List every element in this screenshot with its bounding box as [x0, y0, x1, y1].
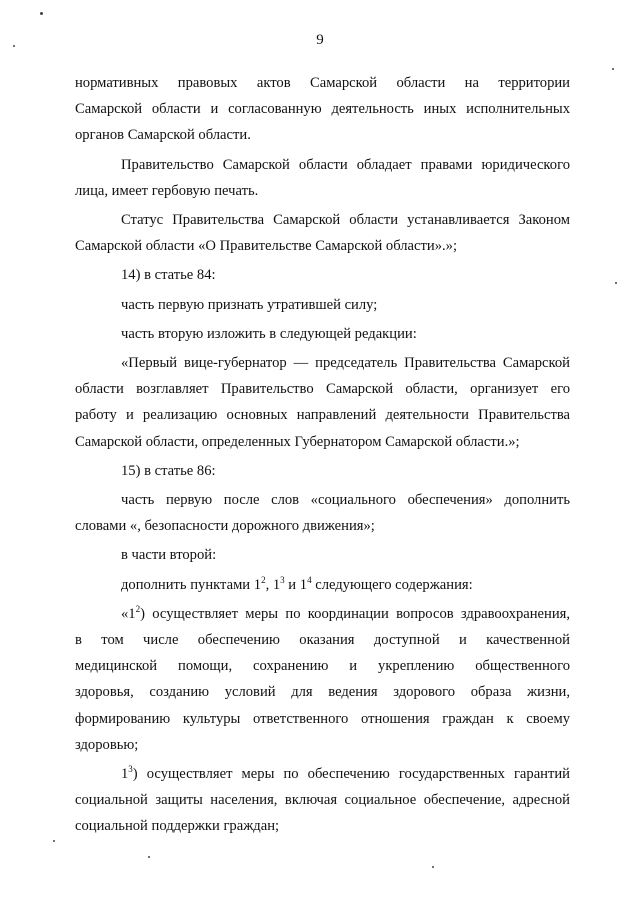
text-line — [75, 706, 570, 732]
text-line — [75, 207, 570, 233]
text-segment: органов Самарской области. — [75, 127, 251, 144]
text-segment: области возглавляет Правительство Самарской области, организует его — [75, 381, 570, 398]
scan-speck — [612, 68, 614, 70]
text-line — [75, 458, 570, 484]
text-line — [75, 653, 570, 679]
text-segment: 1 — [121, 766, 129, 783]
text-segment: Самарской области «О Правительстве Самарской области».»; — [75, 238, 457, 255]
text-line — [75, 262, 570, 288]
text-segment: Самарской области, определенных Губернатором Самарской области.»; — [75, 433, 520, 450]
text-segment: в том числе обеспечению оказания доступной и качественной — [75, 632, 570, 649]
text-line — [75, 402, 570, 428]
text-line — [75, 152, 570, 178]
text-line — [75, 178, 570, 204]
text-segment: здоровья, созданию условий для ведения здорового образа жизни, — [75, 684, 570, 701]
text-line — [75, 761, 570, 787]
text-segment: Статус Правительства Самарской области устанавливается Законом — [121, 212, 570, 229]
text-line — [75, 429, 570, 455]
scan-speck — [53, 840, 55, 842]
text-line — [75, 813, 570, 839]
text-segment: , 1 — [265, 576, 281, 593]
page-number: 9 — [316, 32, 324, 48]
text-segment: лица, имеет гербовую печать. — [75, 182, 259, 199]
text-segment: здоровью; — [75, 736, 139, 753]
text-line — [75, 487, 570, 513]
text-line — [75, 732, 570, 758]
text-line — [75, 292, 570, 318]
text-segment: ) осуществляет меры по координации вопросов здравоохранения, — [140, 605, 570, 622]
text-segment: 14) в статье 84: — [121, 267, 216, 284]
text-segment: дополнить пунктами 1 — [121, 576, 262, 593]
text-segment: словами «, безопасности дорожного движения»; — [75, 518, 375, 535]
text-line — [75, 572, 570, 598]
scan-speck — [13, 45, 15, 47]
text-line — [75, 376, 570, 402]
text-segment: работу и реализацию основных направлений деятельности Правительства — [75, 407, 570, 424]
document-body — [75, 70, 570, 840]
superscript: 3 — [128, 764, 133, 775]
text-segment: часть вторую изложить в следующей редакции: — [121, 325, 417, 342]
text-segment: в части второй: — [121, 547, 217, 564]
text-segment: «1 — [121, 605, 136, 622]
scan-speck — [615, 282, 617, 284]
text-segment: «Первый вице-губернатор — председатель Правительства Самарской — [121, 355, 570, 372]
text-segment: следующего содержания: — [311, 576, 473, 593]
text-segment: социальной защиты населения, включая социальное обеспечение, адресной — [75, 792, 570, 809]
text-line — [75, 350, 570, 376]
scan-speck — [432, 866, 434, 868]
text-line — [75, 679, 570, 705]
text-segment: 15) в статье 86: — [121, 462, 216, 479]
superscript: 4 — [307, 574, 312, 585]
text-segment: социальной поддержки граждан; — [75, 818, 280, 835]
scan-speck — [148, 856, 150, 858]
text-line — [75, 513, 570, 539]
text-line — [75, 122, 570, 148]
text-line — [75, 601, 570, 627]
text-line — [75, 96, 570, 122]
text-line — [75, 70, 570, 96]
text-segment: Самарской области и согласованную деятельность иных исполнительных — [75, 101, 570, 118]
text-segment: часть первую признать утратившей силу; — [121, 296, 378, 313]
text-segment: Правительство Самарской области обладает правами юридического — [121, 156, 570, 173]
text-line — [75, 627, 570, 653]
superscript: 2 — [261, 574, 266, 585]
text-line — [75, 787, 570, 813]
text-segment: ) осуществляет меры по обеспечению государственных гарантий — [132, 766, 570, 783]
text-segment: и 1 — [284, 576, 308, 593]
text-segment: нормативных правовых актов Самарской области на территории — [75, 75, 570, 91]
text-line — [75, 542, 570, 568]
text-line — [75, 321, 570, 347]
text-segment: часть первую после слов «социального обеспечения» дополнить — [121, 492, 570, 509]
superscript: 3 — [280, 574, 285, 585]
scan-speck — [40, 12, 43, 15]
text-segment: медицинской помощи, сохранению и укреплению общественного — [75, 658, 570, 675]
superscript: 2 — [135, 603, 141, 614]
text-line — [75, 233, 570, 259]
text-segment: формированию культуры ответственного отношения граждан к своему — [75, 710, 570, 727]
